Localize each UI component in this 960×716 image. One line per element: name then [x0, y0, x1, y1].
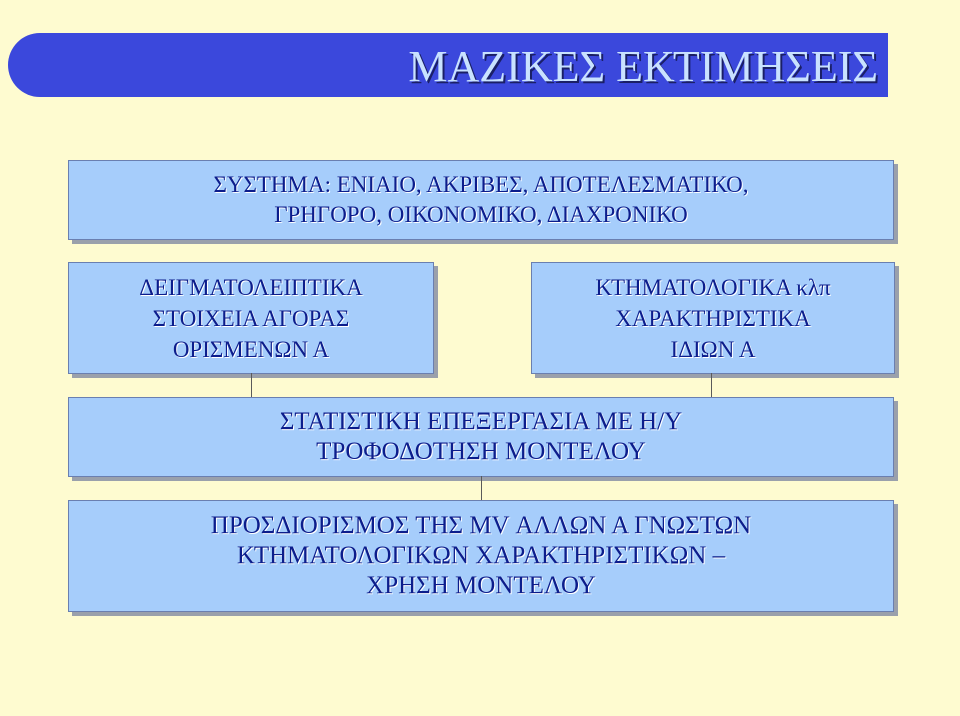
- connector-middle: [481, 476, 482, 500]
- result-box-line: ΠΡΟΣΔΙΟΡΙΣΜΟΣ ΤΗΣ ΜV ΑΛΛΩΝ Α ΓΝΩΣΤΩΝ: [210, 512, 752, 539]
- processing-box: [68, 397, 894, 477]
- cadastral-data-box: [531, 262, 895, 374]
- system-box-line: ΓΡΗΓΟΡΟ, ΟΙΚΟΝΟΜΙΚΟ, ΔΙΑΧΡΟΝΙΚΟ: [274, 202, 688, 227]
- result-box-line: ΚΤΗΜΑΤΟΛΟΓΙΚΩΝ ΧΑΡΑΚΤΗΡΙΣΤΙΚΩΝ –: [236, 542, 726, 569]
- cadastral-data-box-line: ΙΔΙΩΝ Α: [670, 336, 756, 362]
- cadastral-data-box-line: ΧΑΡΑΚΤΗΡΙΣΤΙΚΑ: [615, 305, 811, 331]
- slide-title: ΜΑΖΙΚΕΣ ΕΚΤΙΜΗΣΕΙΣ: [408, 42, 878, 91]
- system-box: [68, 160, 894, 240]
- result-box: [68, 500, 894, 612]
- connector-left: [251, 373, 252, 397]
- title-bar: [8, 33, 888, 97]
- sample-data-box: [68, 262, 434, 374]
- processing-box-line: ΣΤΑΤΙΣΤΙΚΗ ΕΠΕΞΕΡΓΑΣΙΑ ΜΕ Η/Υ: [279, 408, 683, 435]
- sample-data-box-line: ΣΤΟΙΧΕΙΑ ΑΓΟΡΑΣ: [152, 305, 350, 331]
- sample-data-box-line: ΔΕΙΓΜΑΤΟΛΕΙΠΤΙΚΑ: [139, 274, 363, 300]
- cadastral-data-box-line: ΚΤΗΜΑΤΟΛΟΓΙΚΑ κλπ: [595, 274, 831, 300]
- system-box-line: ΣΥΣΤΗΜΑ: ΕΝΙΑΙΟ, ΑΚΡΙΒΕΣ, ΑΠΟΤΕΛΕΣΜΑΤΙΚΟ,: [213, 172, 749, 197]
- result-box-line: ΧΡΗΣΗ ΜΟΝΤΕΛΟΥ: [366, 572, 596, 599]
- sample-data-box-line: ΟΡΙΣΜΕΝΩΝ Α: [172, 336, 330, 362]
- connector-right: [711, 373, 712, 397]
- processing-box-line: ΤΡΟΦΟΔΟΤΗΣΗ ΜΟΝΤΕΛΟΥ: [316, 438, 646, 465]
